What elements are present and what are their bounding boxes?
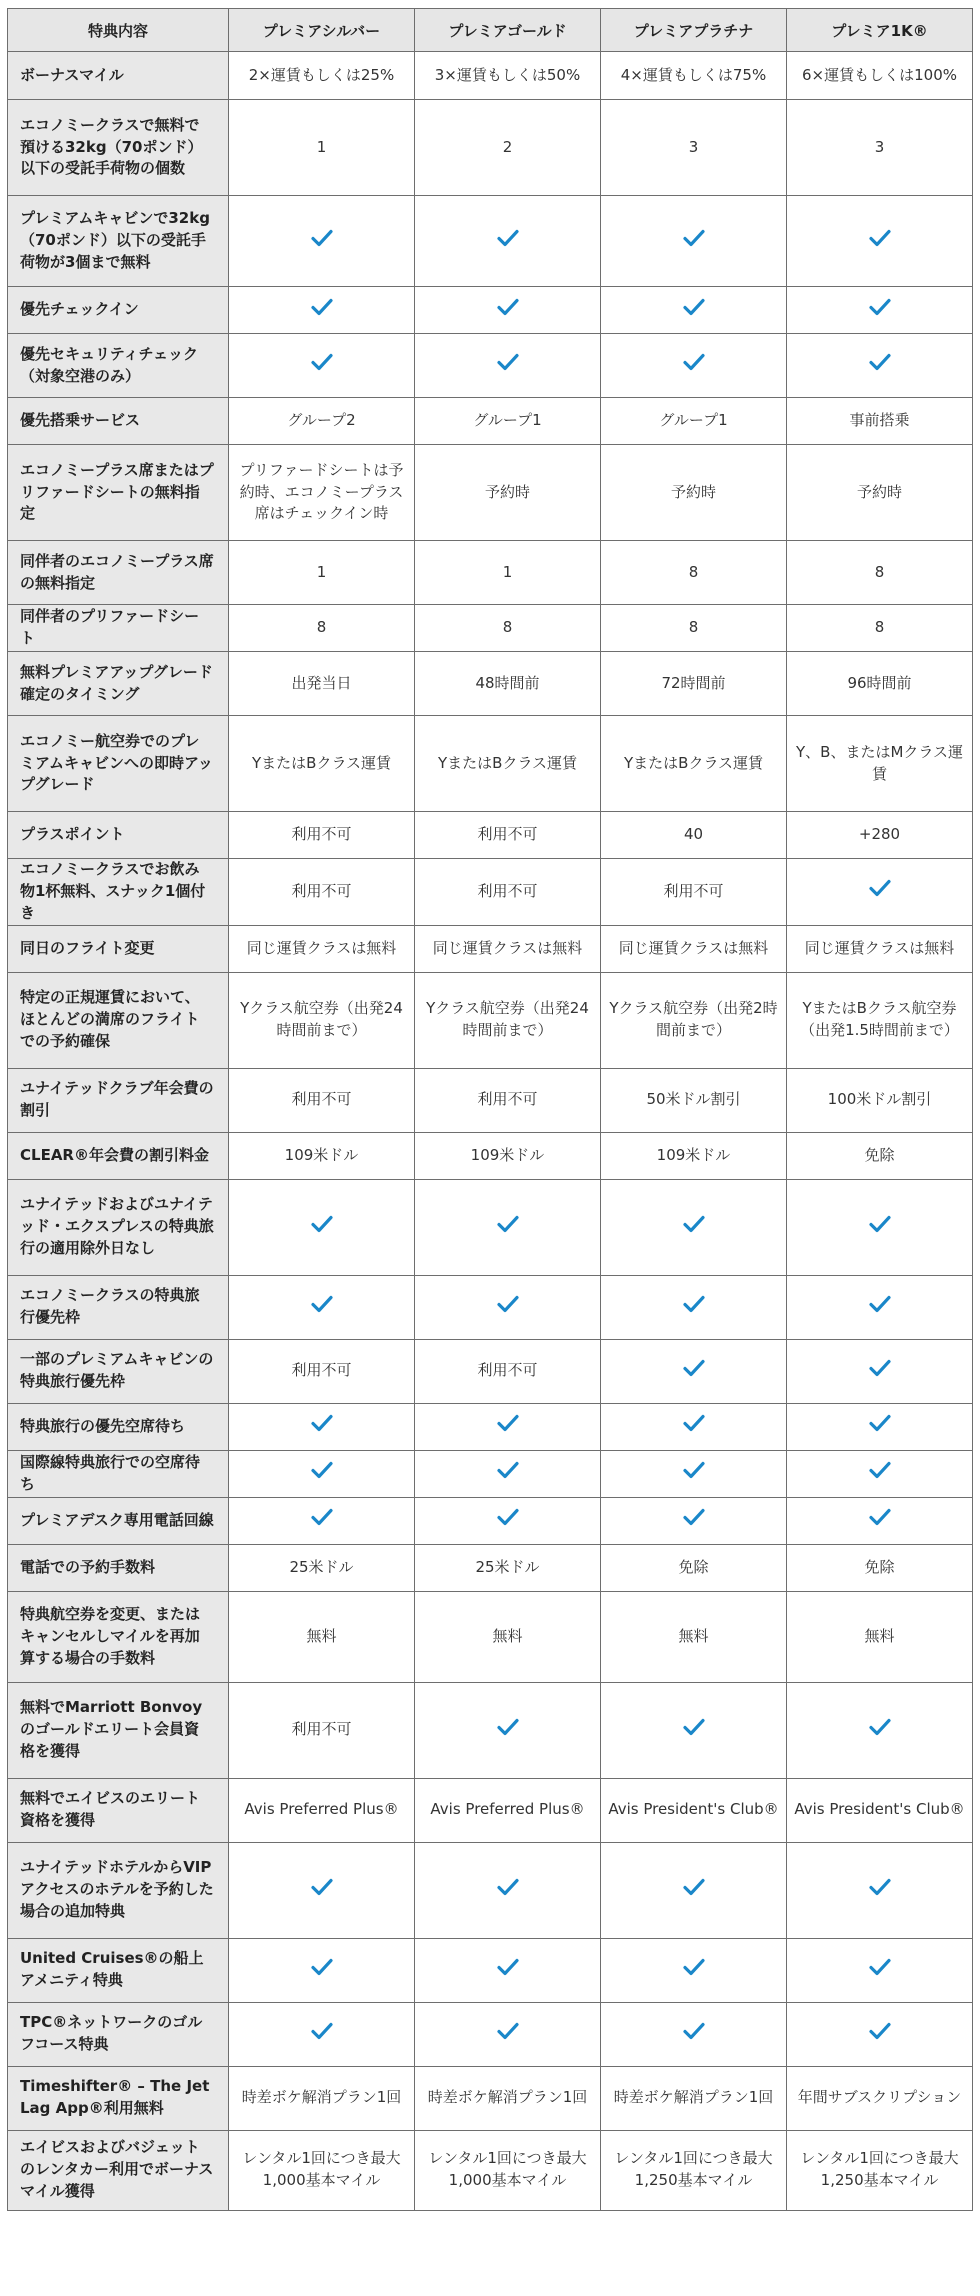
benefit-label: 無料プレミアアップグレード確定のタイミング xyxy=(8,652,229,716)
value-cell: 事前搭乗 xyxy=(787,398,973,445)
table-row xyxy=(8,1403,973,1450)
checkmark-icon xyxy=(869,1215,891,1240)
value-cell: 無料 xyxy=(787,1591,973,1682)
checkmark-icon xyxy=(497,229,519,254)
table-row xyxy=(8,1591,973,1682)
benefit-label: 優先チェックイン xyxy=(8,287,229,334)
included-cell xyxy=(601,334,787,398)
included-cell xyxy=(787,287,973,334)
checkmark-icon xyxy=(497,1414,519,1439)
value-cell: 96時間前 xyxy=(787,652,973,716)
checkmark-icon xyxy=(683,298,705,323)
value-cell: 予約時 xyxy=(601,445,787,541)
value-cell: 出発当日 xyxy=(229,652,415,716)
value-cell: 8 xyxy=(787,541,973,605)
table-row xyxy=(8,2130,973,2210)
benefit-label: ボーナスマイル xyxy=(8,52,229,100)
table-row xyxy=(8,398,973,445)
included-cell xyxy=(229,334,415,398)
value-cell: グループ1 xyxy=(601,398,787,445)
benefit-label: United Cruises®の船上アメニティ特典 xyxy=(8,1938,229,2002)
value-cell: 1 xyxy=(229,541,415,605)
benefit-label: エコノミー航空券でのプレミアムキャビンへの即時アップグレード xyxy=(8,716,229,812)
benefit-label: 同日のフライト変更 xyxy=(8,925,229,972)
checkmark-icon xyxy=(869,1878,891,1903)
included-cell xyxy=(601,1275,787,1339)
benefit-label: プレミアムキャビンで32kg（70ポンド）以下の受託手荷物が3個まで無料 xyxy=(8,196,229,287)
included-cell xyxy=(415,1682,601,1778)
included-cell xyxy=(415,287,601,334)
value-cell: 予約時 xyxy=(787,445,973,541)
benefit-label: エコノミープラス席またはプリファードシートの無料指定 xyxy=(8,445,229,541)
benefit-label: プラスポイント xyxy=(8,812,229,859)
included-cell xyxy=(229,1938,415,2002)
table-row xyxy=(8,1778,973,1842)
benefit-label: エコノミークラスで無料で預ける32kg（70ポンド）以下の受託手荷物の個数 xyxy=(8,100,229,196)
value-cell: 48時間前 xyxy=(415,652,601,716)
value-cell: YまたはBクラス航空券（出発1.5時間前まで） xyxy=(787,972,973,1068)
included-cell xyxy=(787,1403,973,1450)
benefit-label: ユナイテッドクラブ年会費の割引 xyxy=(8,1068,229,1132)
checkmark-icon xyxy=(497,1718,519,1743)
checkmark-icon xyxy=(497,1295,519,1320)
checkmark-icon xyxy=(311,1878,333,1903)
value-cell: 40 xyxy=(601,812,787,859)
table-row xyxy=(8,1275,973,1339)
checkmark-icon xyxy=(311,1215,333,1240)
checkmark-icon xyxy=(497,353,519,378)
value-cell: 免除 xyxy=(787,1132,973,1179)
table-row xyxy=(8,1842,973,1938)
benefit-label: TPC®ネットワークのゴルフコース特典 xyxy=(8,2002,229,2066)
value-cell: YまたはBクラス運賃 xyxy=(601,716,787,812)
table-row xyxy=(8,1497,973,1544)
checkmark-icon xyxy=(683,1878,705,1903)
benefit-label: 電話での予約手数料 xyxy=(8,1544,229,1591)
checkmark-icon xyxy=(869,353,891,378)
value-cell: 8 xyxy=(229,605,415,652)
included-cell xyxy=(415,1842,601,1938)
checkmark-icon xyxy=(869,1958,891,1983)
checkmark-icon xyxy=(497,298,519,323)
value-cell: Y、B、またはMクラス運賃 xyxy=(787,716,973,812)
value-cell: 時差ボケ解消プラン1回 xyxy=(415,2066,601,2130)
value-cell: 利用不可 xyxy=(415,1339,601,1403)
included-cell xyxy=(229,287,415,334)
benefit-label: CLEAR®年会費の割引料金 xyxy=(8,1132,229,1179)
checkmark-icon xyxy=(869,1508,891,1533)
benefit-label: 無料でMarriott Bonvoyのゴールドエリート会員資格を獲得 xyxy=(8,1682,229,1778)
table-row xyxy=(8,2066,973,2130)
checkmark-icon xyxy=(869,1461,891,1486)
checkmark-icon xyxy=(683,2022,705,2047)
value-cell: グループ1 xyxy=(415,398,601,445)
value-cell: 3×運賃もしくは50% xyxy=(415,52,601,100)
value-cell: Yクラス航空券（出発2時間前まで） xyxy=(601,972,787,1068)
value-cell: 利用不可 xyxy=(229,859,415,926)
benefit-label: ユナイテッドおよびユナイテッド・エクスプレスの特典旅行の適用除外日なし xyxy=(8,1179,229,1275)
benefit-label: エイビスおよびバジェットのレンタカー利用でボーナスマイル獲得 xyxy=(8,2130,229,2210)
included-cell xyxy=(415,1275,601,1339)
included-cell xyxy=(601,1403,787,1450)
value-cell: 時差ボケ解消プラン1回 xyxy=(601,2066,787,2130)
table-row xyxy=(8,716,973,812)
value-cell: 利用不可 xyxy=(601,859,787,926)
checkmark-icon xyxy=(869,1359,891,1384)
value-cell: YまたはBクラス運賃 xyxy=(415,716,601,812)
checkmark-icon xyxy=(311,1414,333,1439)
value-cell: 1 xyxy=(415,541,601,605)
checkmark-icon xyxy=(497,2022,519,2047)
benefit-label: Timeshifter® – The Jet Lag App®利用無料 xyxy=(8,2066,229,2130)
value-cell: 3 xyxy=(787,100,973,196)
value-cell: 50米ドル割引 xyxy=(601,1068,787,1132)
header-premier-silver: プレミアシルバー xyxy=(229,9,415,52)
included-cell xyxy=(787,1275,973,1339)
table-row xyxy=(8,972,973,1068)
value-cell: +280 xyxy=(787,812,973,859)
table-row xyxy=(8,652,973,716)
value-cell: レンタル1回につき最大1,000基本マイル xyxy=(229,2130,415,2210)
value-cell: Avis Preferred Plus® xyxy=(229,1778,415,1842)
included-cell xyxy=(229,1450,415,1497)
value-cell: 利用不可 xyxy=(229,1068,415,1132)
checkmark-icon xyxy=(497,1878,519,1903)
included-cell xyxy=(415,2002,601,2066)
value-cell: レンタル1回につき最大1,250基本マイル xyxy=(787,2130,973,2210)
value-cell: 8 xyxy=(601,541,787,605)
checkmark-icon xyxy=(311,1461,333,1486)
checkmark-icon xyxy=(497,1508,519,1533)
included-cell xyxy=(229,1403,415,1450)
included-cell xyxy=(787,859,973,926)
checkmark-icon xyxy=(497,1215,519,1240)
table-row xyxy=(8,1682,973,1778)
benefit-label: エコノミークラスの特典旅行優先枠 xyxy=(8,1275,229,1339)
table-row xyxy=(8,1068,973,1132)
included-cell xyxy=(601,2002,787,2066)
value-cell: 無料 xyxy=(229,1591,415,1682)
included-cell xyxy=(787,334,973,398)
value-cell: Yクラス航空券（出発24時間前まで） xyxy=(415,972,601,1068)
checkmark-icon xyxy=(683,1359,705,1384)
benefit-label: 同伴者のプリファードシート xyxy=(8,605,229,652)
table-row xyxy=(8,2002,973,2066)
table-row xyxy=(8,287,973,334)
value-cell: 利用不可 xyxy=(229,812,415,859)
included-cell xyxy=(415,334,601,398)
checkmark-icon xyxy=(683,1215,705,1240)
included-cell xyxy=(787,196,973,287)
checkmark-icon xyxy=(869,1295,891,1320)
included-cell xyxy=(601,1842,787,1938)
benefit-label: 無料でエイビスのエリート資格を獲得 xyxy=(8,1778,229,1842)
checkmark-icon xyxy=(869,1414,891,1439)
value-cell: 利用不可 xyxy=(415,859,601,926)
value-cell: プリファードシートは予約時、エコノミープラス席はチェックイン時 xyxy=(229,445,415,541)
value-cell: 8 xyxy=(787,605,973,652)
benefit-label: 優先搭乗サービス xyxy=(8,398,229,445)
checkmark-icon xyxy=(683,1461,705,1486)
value-cell: レンタル1回につき最大1,250基本マイル xyxy=(601,2130,787,2210)
table-row xyxy=(8,859,973,926)
checkmark-icon xyxy=(869,2022,891,2047)
checkmark-icon xyxy=(311,353,333,378)
table-row xyxy=(8,1938,973,2002)
value-cell: 109米ドル xyxy=(415,1132,601,1179)
included-cell xyxy=(229,2002,415,2066)
table-row xyxy=(8,445,973,541)
checkmark-icon xyxy=(311,298,333,323)
included-cell xyxy=(229,1497,415,1544)
checkmark-icon xyxy=(683,1718,705,1743)
checkmark-icon xyxy=(311,1958,333,1983)
benefits-comparison-table xyxy=(7,8,973,2211)
table-row xyxy=(8,1339,973,1403)
included-cell xyxy=(787,1497,973,1544)
checkmark-icon xyxy=(869,1718,891,1743)
checkmark-icon xyxy=(683,353,705,378)
checkmark-icon xyxy=(497,1958,519,1983)
included-cell xyxy=(415,1450,601,1497)
included-cell xyxy=(229,1179,415,1275)
table-row xyxy=(8,541,973,605)
included-cell xyxy=(787,1179,973,1275)
included-cell xyxy=(601,1938,787,2002)
value-cell: 時差ボケ解消プラン1回 xyxy=(229,2066,415,2130)
table-row xyxy=(8,605,973,652)
value-cell: 免除 xyxy=(601,1544,787,1591)
included-cell xyxy=(415,1179,601,1275)
included-cell xyxy=(601,1339,787,1403)
value-cell: YまたはBクラス運賃 xyxy=(229,716,415,812)
benefit-label: 優先セキュリティチェック（対象空港のみ） xyxy=(8,334,229,398)
table-row xyxy=(8,1132,973,1179)
value-cell: Avis President's Club® xyxy=(601,1778,787,1842)
value-cell: 2 xyxy=(415,100,601,196)
value-cell: 2×運賃もしくは25% xyxy=(229,52,415,100)
value-cell: 同じ運賃クラスは無料 xyxy=(601,925,787,972)
value-cell: 無料 xyxy=(415,1591,601,1682)
value-cell: 72時間前 xyxy=(601,652,787,716)
value-cell: 1 xyxy=(229,100,415,196)
benefits-table-container xyxy=(0,8,980,2211)
benefit-label: 一部のプレミアムキャビンの特典旅行優先枠 xyxy=(8,1339,229,1403)
value-cell: Yクラス航空券（出発24時間前まで） xyxy=(229,972,415,1068)
value-cell: 25米ドル xyxy=(415,1544,601,1591)
checkmark-icon xyxy=(311,1295,333,1320)
value-cell: 免除 xyxy=(787,1544,973,1591)
table-row xyxy=(8,925,973,972)
table-row xyxy=(8,196,973,287)
value-cell: 8 xyxy=(601,605,787,652)
included-cell xyxy=(787,1450,973,1497)
included-cell xyxy=(229,1275,415,1339)
checkmark-icon xyxy=(683,1414,705,1439)
included-cell xyxy=(229,1842,415,1938)
value-cell: Avis President's Club® xyxy=(787,1778,973,1842)
value-cell: 同じ運賃クラスは無料 xyxy=(787,925,973,972)
table-row xyxy=(8,1544,973,1591)
table-row xyxy=(8,52,973,100)
included-cell xyxy=(601,1450,787,1497)
value-cell: 8 xyxy=(415,605,601,652)
header-benefit: 特典内容 xyxy=(8,9,229,52)
table-row xyxy=(8,334,973,398)
checkmark-icon xyxy=(497,1461,519,1486)
header-premier-platinum: プレミアプラチナ xyxy=(601,9,787,52)
included-cell xyxy=(601,1497,787,1544)
value-cell: 同じ運賃クラスは無料 xyxy=(229,925,415,972)
included-cell xyxy=(787,1842,973,1938)
checkmark-icon xyxy=(683,1508,705,1533)
value-cell: 年間サブスクリプション xyxy=(787,2066,973,2130)
benefit-label: 同伴者のエコノミープラス席の無料指定 xyxy=(8,541,229,605)
checkmark-icon xyxy=(311,2022,333,2047)
value-cell: グループ2 xyxy=(229,398,415,445)
value-cell: 予約時 xyxy=(415,445,601,541)
header-premier-1k: プレミア1K® xyxy=(787,9,973,52)
benefit-label: 特典航空券を変更、またはキャンセルしマイルを再加算する場合の手数料 xyxy=(8,1591,229,1682)
included-cell xyxy=(787,2002,973,2066)
value-cell: 同じ運賃クラスは無料 xyxy=(415,925,601,972)
value-cell: 25米ドル xyxy=(229,1544,415,1591)
included-cell xyxy=(601,196,787,287)
checkmark-icon xyxy=(683,1958,705,1983)
table-row xyxy=(8,1179,973,1275)
checkmark-icon xyxy=(683,229,705,254)
table-row xyxy=(8,1450,973,1497)
value-cell: 利用不可 xyxy=(229,1682,415,1778)
value-cell: 無料 xyxy=(601,1591,787,1682)
benefit-label: プレミアデスク専用電話回線 xyxy=(8,1497,229,1544)
value-cell: 3 xyxy=(601,100,787,196)
included-cell xyxy=(415,196,601,287)
benefit-label: 国際線特典旅行での空席待ち xyxy=(8,1450,229,1497)
table-row xyxy=(8,100,973,196)
checkmark-icon xyxy=(869,879,891,904)
included-cell xyxy=(601,287,787,334)
benefit-label: 特典旅行の優先空席待ち xyxy=(8,1403,229,1450)
checkmark-icon xyxy=(869,229,891,254)
value-cell: 4×運賃もしくは75% xyxy=(601,52,787,100)
included-cell xyxy=(601,1179,787,1275)
benefit-label: ユナイテッドホテルからVIPアクセスのホテルを予約した場合の追加特典 xyxy=(8,1842,229,1938)
included-cell xyxy=(787,1682,973,1778)
included-cell xyxy=(601,1682,787,1778)
checkmark-icon xyxy=(311,1508,333,1533)
included-cell xyxy=(415,1497,601,1544)
value-cell: 利用不可 xyxy=(229,1339,415,1403)
included-cell xyxy=(415,1938,601,2002)
checkmark-icon xyxy=(311,229,333,254)
value-cell: 利用不可 xyxy=(415,1068,601,1132)
benefit-label: 特定の正規運賃において、ほとんどの満席のフライトでの予約確保 xyxy=(8,972,229,1068)
value-cell: 109米ドル xyxy=(601,1132,787,1179)
value-cell: 6×運賃もしくは100% xyxy=(787,52,973,100)
included-cell xyxy=(229,196,415,287)
checkmark-icon xyxy=(683,1295,705,1320)
included-cell xyxy=(415,1403,601,1450)
value-cell: 利用不可 xyxy=(415,812,601,859)
value-cell: Avis Preferred Plus® xyxy=(415,1778,601,1842)
checkmark-icon xyxy=(869,298,891,323)
value-cell: 100米ドル割引 xyxy=(787,1068,973,1132)
header-row xyxy=(8,9,973,52)
included-cell xyxy=(787,1938,973,2002)
table-row xyxy=(8,812,973,859)
value-cell: 109米ドル xyxy=(229,1132,415,1179)
value-cell: レンタル1回につき最大1,000基本マイル xyxy=(415,2130,601,2210)
header-premier-gold: プレミアゴールド xyxy=(415,9,601,52)
included-cell xyxy=(787,1339,973,1403)
benefit-label: エコノミークラスでお飲み物1杯無料、スナック1個付き xyxy=(8,859,229,926)
